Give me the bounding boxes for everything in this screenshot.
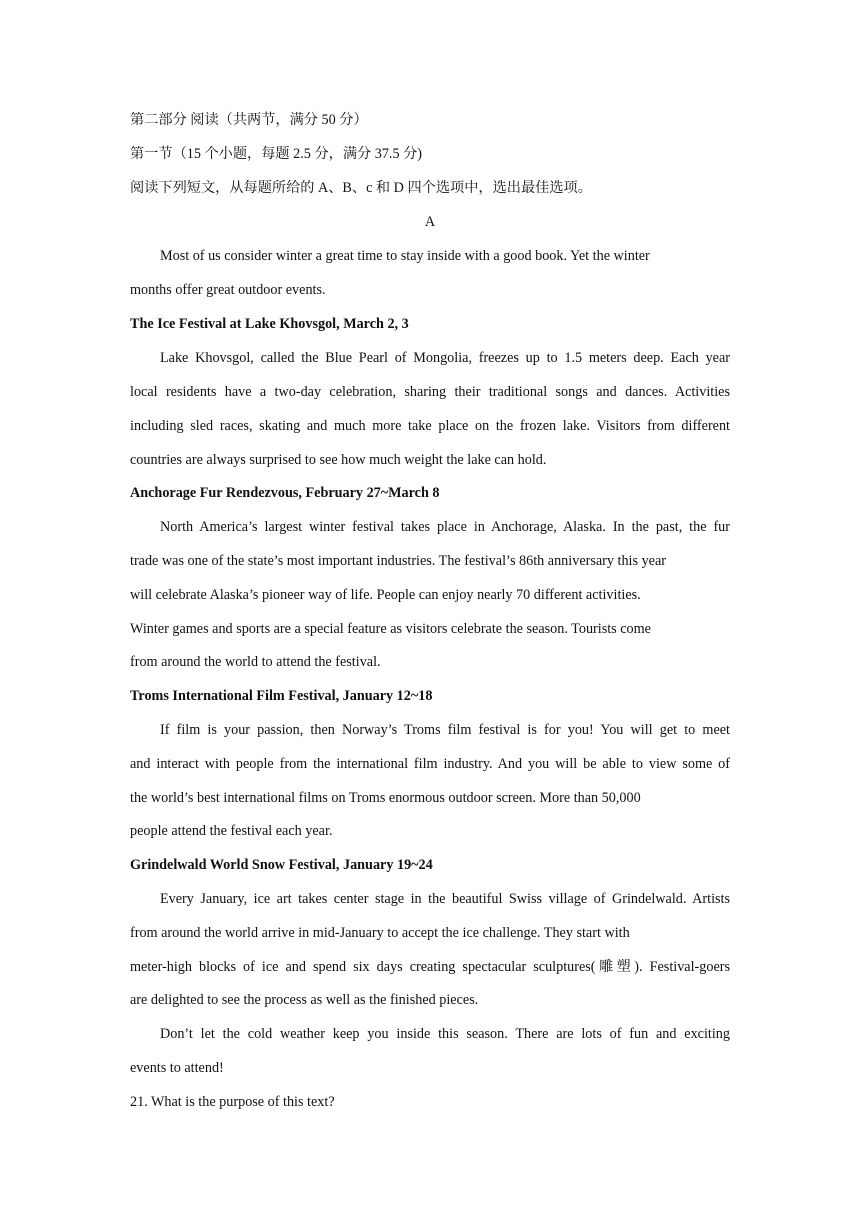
festival-title: Anchorage Fur Rendezvous, February 27~March 8 xyxy=(130,485,440,501)
question-text: 21. What is the purpose of this text? xyxy=(130,1094,335,1110)
festival-text-line: local residents have a two-day celebration, sharing their traditional songs and dances. Activities xyxy=(130,384,730,400)
festival-title: The Ice Festival at Lake Khovsgol, March 2, 3 xyxy=(130,316,409,332)
closing-line: Don’t let the cold weather keep you inside this season. There are lots of fun and exciting xyxy=(160,1026,730,1042)
festival-text-line: people attend the festival each year. xyxy=(130,823,333,839)
festival-text-line: North America’s largest winter festival takes place in Anchorage, Alaska. In the past, the fur xyxy=(160,519,730,535)
closing-line: events to attend! xyxy=(130,1060,224,1076)
festival-text-line: from around the world to attend the festival. xyxy=(130,654,381,670)
part-heading: 第二部分 阅读（共两节，满分 50 分） xyxy=(130,112,368,128)
festival-text-line: and interact with people from the international film industry. And you will be able to view some of xyxy=(130,756,730,772)
festival-text-line: Lake Khovsgol, called the Blue Pearl of Mongolia, freezes up to 1.5 meters deep. Each year xyxy=(160,350,730,366)
festival-text-line: Every January, ice art takes center stage in the beautiful Swiss village of Grindelwald. Artists xyxy=(160,891,730,907)
festival-title: Grindelwald World Snow Festival, January 19~24 xyxy=(130,857,433,873)
festival-text-line: trade was one of the state’s most important industries. The festival’s 86th anniversary this year xyxy=(130,553,666,569)
festival-title: Troms International Film Festival, January 12~18 xyxy=(130,688,433,704)
intro-line: months offer great outdoor events. xyxy=(130,282,326,298)
intro-line: Most of us consider winter a great time to stay inside with a good book. Yet the winter xyxy=(160,248,650,264)
festival-text-line: If film is your passion, then Norway’s Troms film festival is for you! You will get to meet xyxy=(160,722,730,738)
festival-text-line: the world’s best international films on Troms enormous outdoor screen. More than 50,000 xyxy=(130,790,641,806)
festival-text-line: countries are always surprised to see how much weight the lake can hold. xyxy=(130,452,547,468)
festival-text-line: including sled races, skating and much more take place on the frozen lake. Visitors from different xyxy=(130,418,730,434)
festival-text-line: will celebrate Alaska’s pioneer way of life. People can enjoy nearly 70 different activities. xyxy=(130,587,641,603)
festival-text-line: from around the world arrive in mid-January to accept the ice challenge. They start with xyxy=(130,925,630,941)
instruction-text: 阅读下列短文，从每题所给的 A、B、c 和 D 四个选项中，选出最佳选项。 xyxy=(130,180,592,196)
festival-text-line: Winter games and sports are a special feature as visitors celebrate the season. Tourists come xyxy=(130,621,651,637)
festival-text-line: are delighted to see the process as well as the finished pieces. xyxy=(130,992,479,1008)
passage-letter: A xyxy=(424,214,436,230)
festival-text-line: meter-high blocks of ice and spend six days creating spectacular sculptures(雕塑). Festival-goers xyxy=(130,959,730,975)
section-heading: 第一节（15 个小题，每题 2.5 分，满分 37.5 分) xyxy=(130,146,423,162)
